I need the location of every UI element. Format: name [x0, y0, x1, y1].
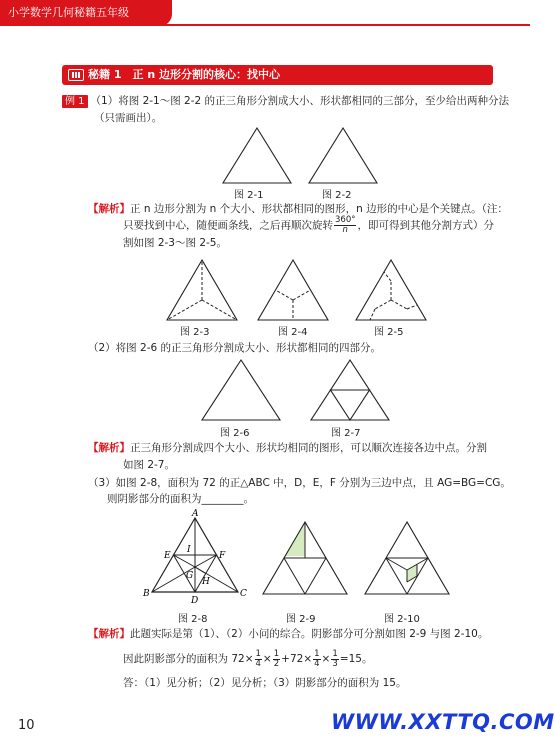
figure-2-3 [166, 259, 238, 321]
analysis-1-line-2: 只要找到中心，随便画条线，之后再顺次旋转 $\frac{360^\circ}{n}$ ，即可得到其他分割方式）分 [123, 215, 494, 235]
example-part-2: （2）将图 2-6 的正三角形分割成大小、形状都相同的四部分。 [88, 342, 382, 354]
label-H: H [202, 577, 210, 587]
figure-2-10 [364, 521, 450, 595]
book-icon [68, 69, 84, 81]
example-line-1: 例 1 （1）将图 2-1～图 2-2 的正三角形分割成大小、形状都相同的三部分，至少给出两种分法 [62, 94, 509, 108]
analysis-1-line-1: 【解析】正 n 边形分割为 n 个大小、形状都相同的图形，n 边形的中心是个关键点。（注： [88, 203, 508, 215]
page-number: 10 [18, 718, 35, 733]
figure-2-7 [310, 359, 390, 421]
example-line-2: （只需画出）。 [94, 112, 163, 124]
caption-2-6: 图 2-6 [220, 428, 250, 439]
fraction-360-over-n: $\frac{360^\circ}{n}$ [335, 215, 356, 235]
fraction-1-3: $\frac{1}{3}$ [332, 648, 338, 669]
label-F: F [219, 551, 226, 561]
fraction-1-2: $\frac{1}{2}$ [273, 648, 280, 669]
analysis-1-line-3: 割如图 2-3～图 2-5。 [123, 237, 227, 249]
analysis-tag: 【解析】 [88, 203, 130, 215]
figure-2-1 [222, 127, 292, 185]
section-title-bar [62, 65, 493, 85]
analysis-2-line-1: 【解析】正三角形分割成四个大小、形状均相同的图形，可以顺次连接各边中点。分割 [88, 442, 487, 454]
caption-2-10: 图 2-10 [384, 614, 420, 625]
figure-2-8 [140, 508, 250, 608]
label-D: D [191, 596, 199, 606]
figure-2-6 [201, 359, 281, 421]
label-A: A [192, 509, 199, 519]
label-G: G [186, 571, 194, 581]
fraction-1-4-b: $\frac{1}{4}$ [314, 648, 320, 669]
section-title: 秘籍 1 正 n 边形分割的核心：找中心 [88, 68, 280, 81]
answer-line: 答：（1）见分析；（2）见分析；（3）阴影部分的面积为 15。 [123, 677, 407, 689]
caption-2-7: 图 2-7 [331, 428, 361, 439]
caption-2-4: 图 2-4 [278, 327, 308, 338]
site-watermark: WWW.XXTTQ.COM [331, 710, 555, 734]
label-B: B [143, 589, 150, 599]
book-title-tab [0, 0, 172, 26]
fraction-1-4-a: $\frac{1}{4}$ [255, 648, 261, 669]
figure-2-9 [262, 521, 348, 595]
book-title: 小学数学几何秘籍五年级 [8, 6, 129, 19]
label-I: I [187, 545, 191, 555]
analysis-3-line-2: 因此阴影部分的面积为 72× $\frac{1}{4}$ × $\frac{1}{2}$ +72× $\frac{1}{4}$ × $\frac{1}{3}$ =15。 [123, 648, 373, 669]
figure-2-4 [257, 259, 329, 321]
caption-2-2: 图 2-2 [322, 190, 352, 201]
caption-2-1: 图 2-1 [234, 190, 264, 201]
analysis-2-line-2: 如图 2-7。 [123, 459, 175, 471]
example-tag: 例 1 [62, 95, 88, 108]
caption-2-9: 图 2-9 [286, 614, 316, 625]
label-C: C [240, 589, 247, 599]
caption-2-8: 图 2-8 [178, 614, 208, 625]
header-rule [0, 24, 530, 26]
figure-2-5 [355, 259, 427, 321]
label-E: E [164, 551, 171, 561]
figure-2-2 [308, 127, 378, 185]
example-part-3-line-2: 则阴影部分的面积为________。 [107, 493, 254, 505]
analysis-3-line-1: 【解析】此题实际是第（1）、（2）小问的综合。阴影部分可分割如图 2-9 与图 2-10。 [88, 628, 489, 640]
caption-2-3: 图 2-3 [180, 327, 210, 338]
example-part-3-line-1: （3）如图 2-8，面积为 72 的正△ABC 中，D，E，F 分别为三边中点，且 AG=BG=CG。 [88, 477, 511, 489]
caption-2-5: 图 2-5 [374, 327, 404, 338]
